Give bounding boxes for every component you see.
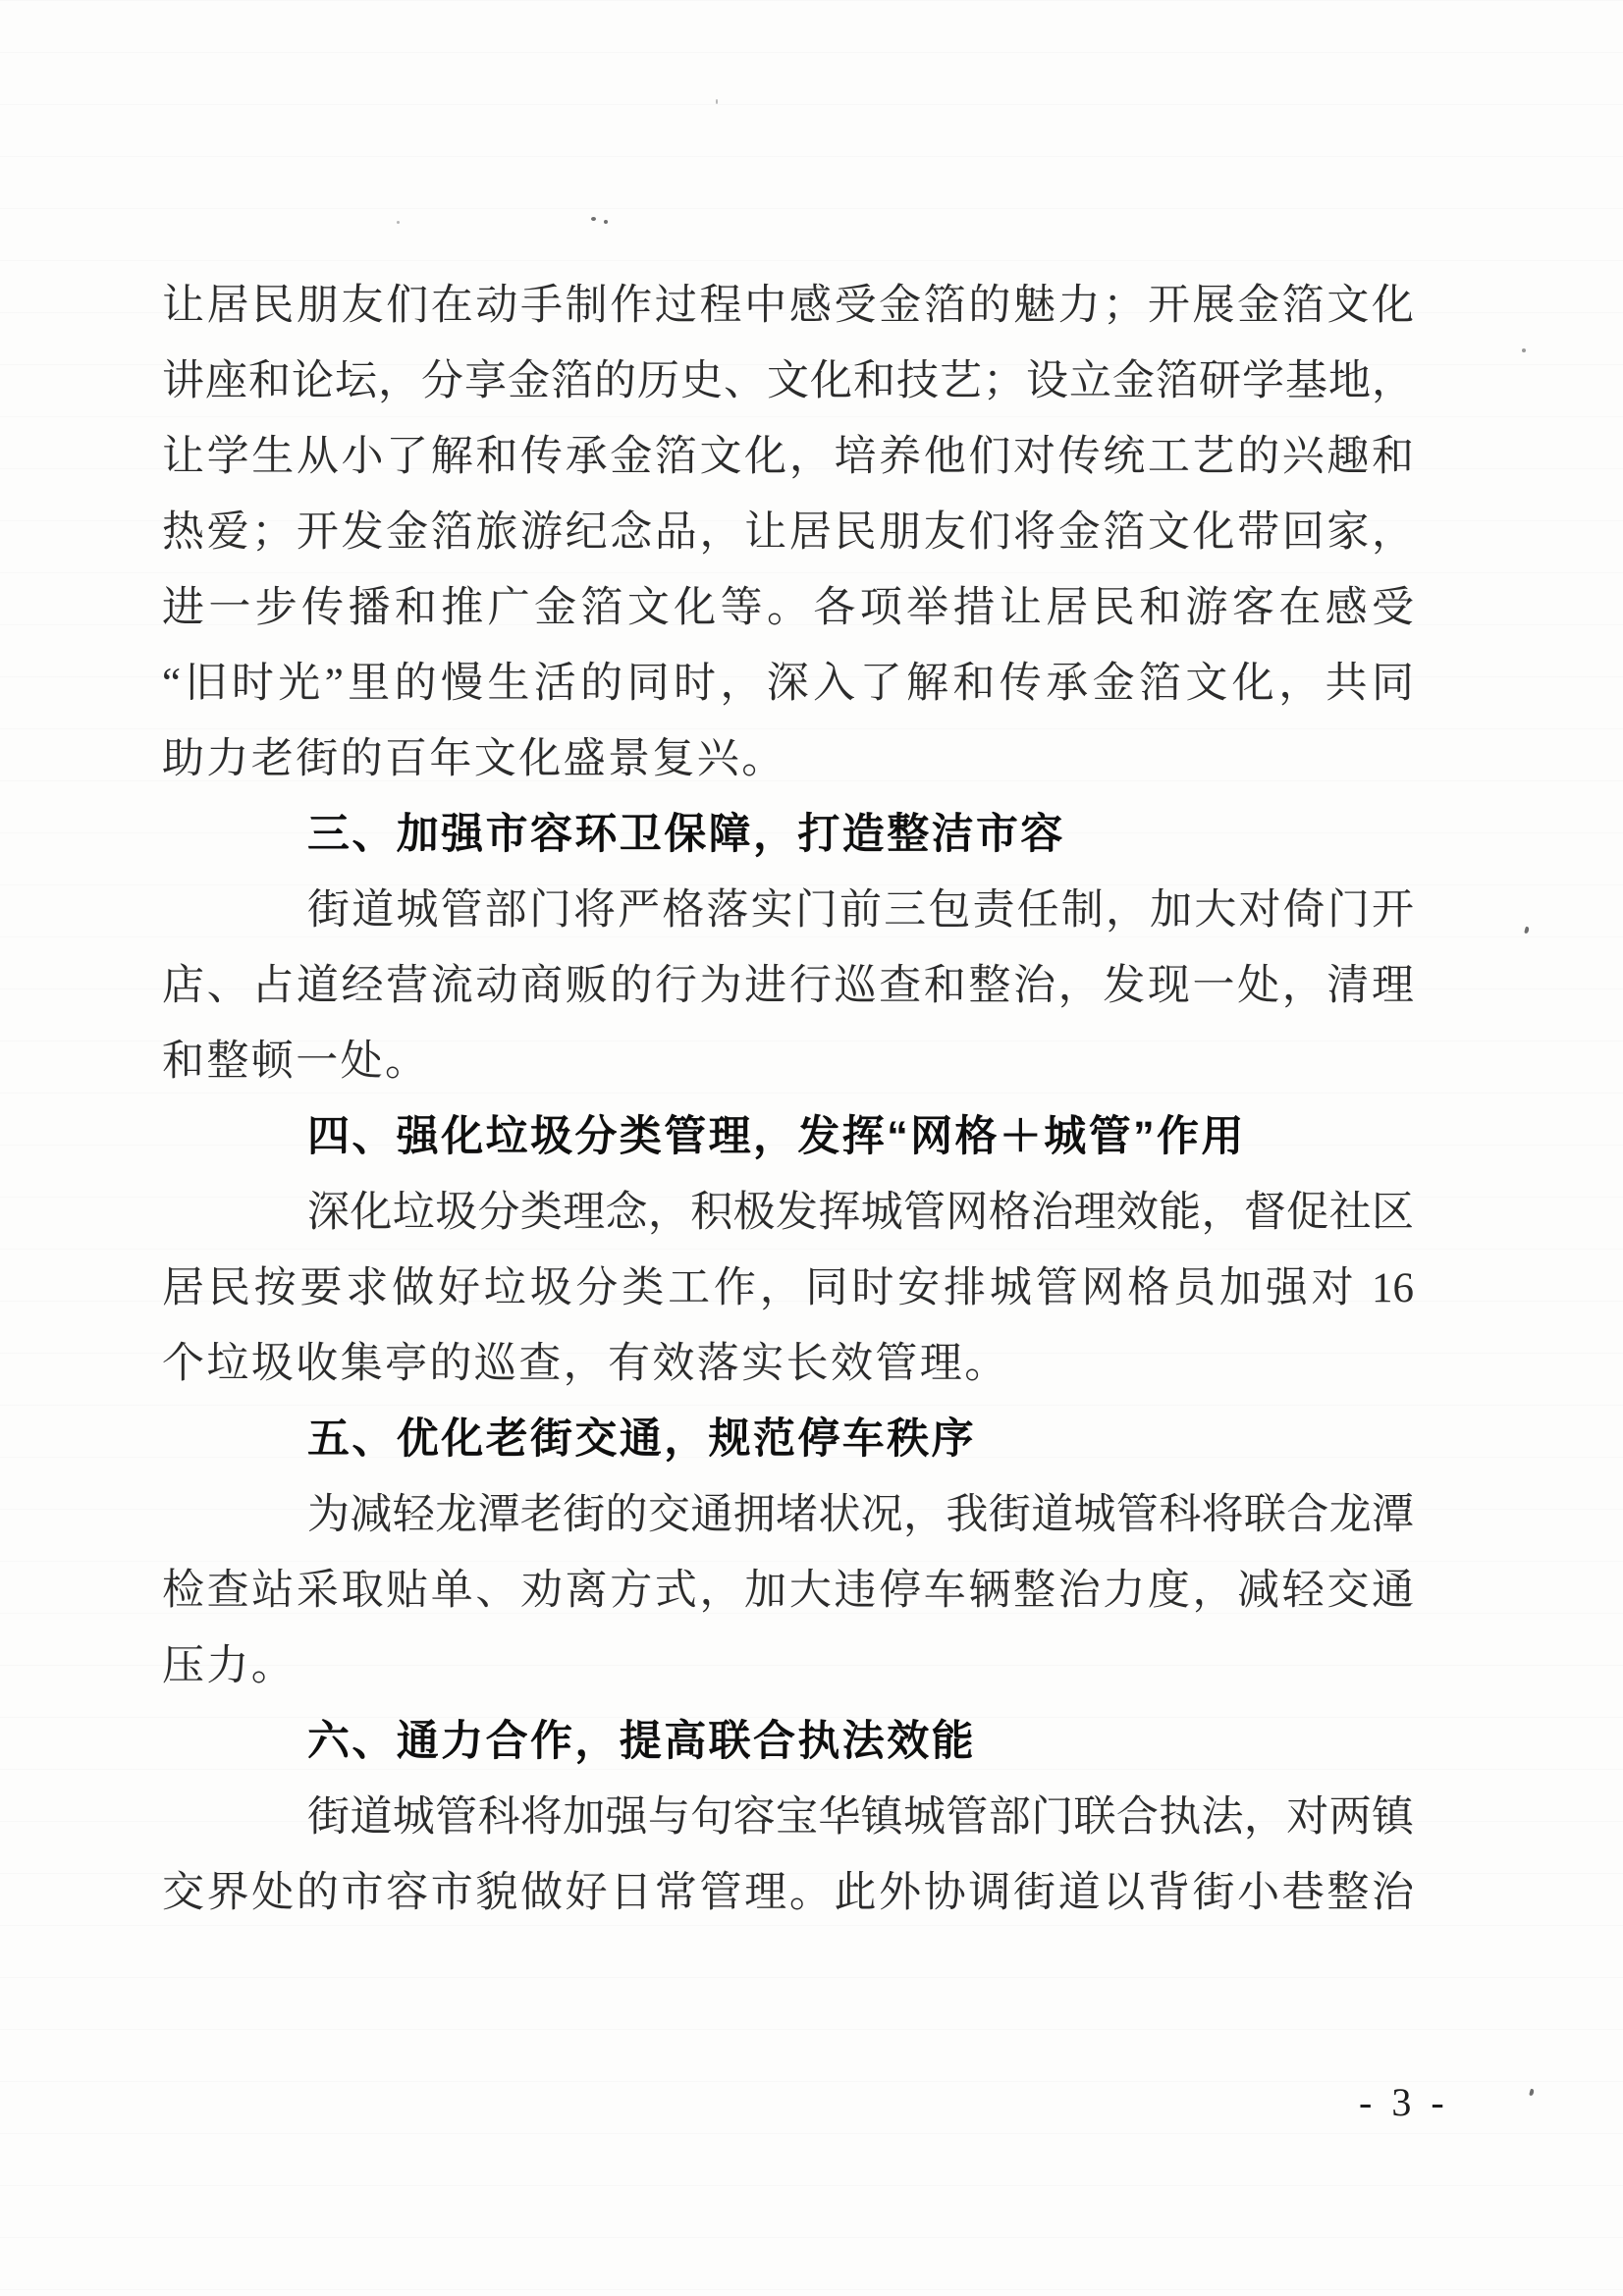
text-line: 让居民朋友们在动手制作过程中感受金箔的魅力；开展金箔文化 bbox=[162, 283, 1414, 329]
section-heading-4: 四、强化垃圾分类管理，发挥“网格＋城管”作用 bbox=[307, 1113, 1246, 1160]
scan-artifact bbox=[1524, 927, 1530, 934]
section-heading-6: 六、通力合作，提高联合执法效能 bbox=[307, 1718, 976, 1765]
text-line: 检查站采取贴单、劝离方式，加大违停车辆整治力度，减轻交通 bbox=[162, 1568, 1414, 1614]
text-line: 个垃圾收集亭的巡查，有效落实长效管理。 bbox=[162, 1341, 1009, 1387]
text-line: 压力。 bbox=[162, 1643, 297, 1689]
scan-artifact bbox=[397, 221, 400, 224]
text-line: 深化垃圾分类理念，积极发挥城管网格治理效能，督促社区 bbox=[307, 1190, 1414, 1236]
text-line: 助力老街的百年文化盛景复兴。 bbox=[162, 736, 786, 782]
text-line: 让学生从小了解和传承金箔文化，培养他们对传统工艺的兴趣和 bbox=[162, 434, 1414, 480]
text-line: “旧时光”里的慢生活的同时，深入了解和传承金箔文化，共同 bbox=[162, 661, 1414, 707]
document-body bbox=[162, 268, 1414, 1931]
text-line: 和整顿一处。 bbox=[162, 1039, 430, 1085]
text-line: 为减轻龙潭老街的交通拥堵状况，我街道城管科将联合龙潭 bbox=[307, 1492, 1414, 1538]
text-line: 街道城管部门将严格落实门前三包责任制，加大对倚门开 bbox=[307, 887, 1414, 934]
text-line: 街道城管科将加强与句容宝华镇城管部门联合执法，对两镇 bbox=[307, 1794, 1414, 1841]
section-heading-5: 五、优化老街交通，规范停车秩序 bbox=[307, 1415, 976, 1463]
scan-artifact bbox=[591, 217, 596, 221]
text-line: 店、占道经营流动商贩的行为进行巡查和整治，发现一处，清理 bbox=[162, 963, 1414, 1009]
text-line: 居民按要求做好垃圾分类工作，同时安排城管网格员加强对 16 bbox=[162, 1265, 1414, 1311]
text-line: 热爱；开发金箔旅游纪念品，让居民朋友们将金箔文化带回家， bbox=[162, 509, 1414, 556]
scan-artifact bbox=[604, 220, 608, 224]
section-heading-3: 三、加强市容环卫保障，打造整洁市容 bbox=[307, 811, 1065, 858]
scan-artifact bbox=[1522, 348, 1526, 352]
text-line: 进一步传播和推广金箔文化等。各项举措让居民和游客在感受 bbox=[162, 585, 1414, 631]
scan-artifact bbox=[1529, 2089, 1535, 2097]
page-number: - 3 - bbox=[1359, 2080, 1449, 2124]
text-line: 交界处的市容市貌做好日常管理。此外协调街道以背街小巷整治 bbox=[162, 1870, 1414, 1916]
scan-artifact bbox=[716, 99, 718, 104]
text-line: 讲座和论坛，分享金箔的历史、文化和技艺；设立金箔研学基地， bbox=[162, 358, 1414, 404]
